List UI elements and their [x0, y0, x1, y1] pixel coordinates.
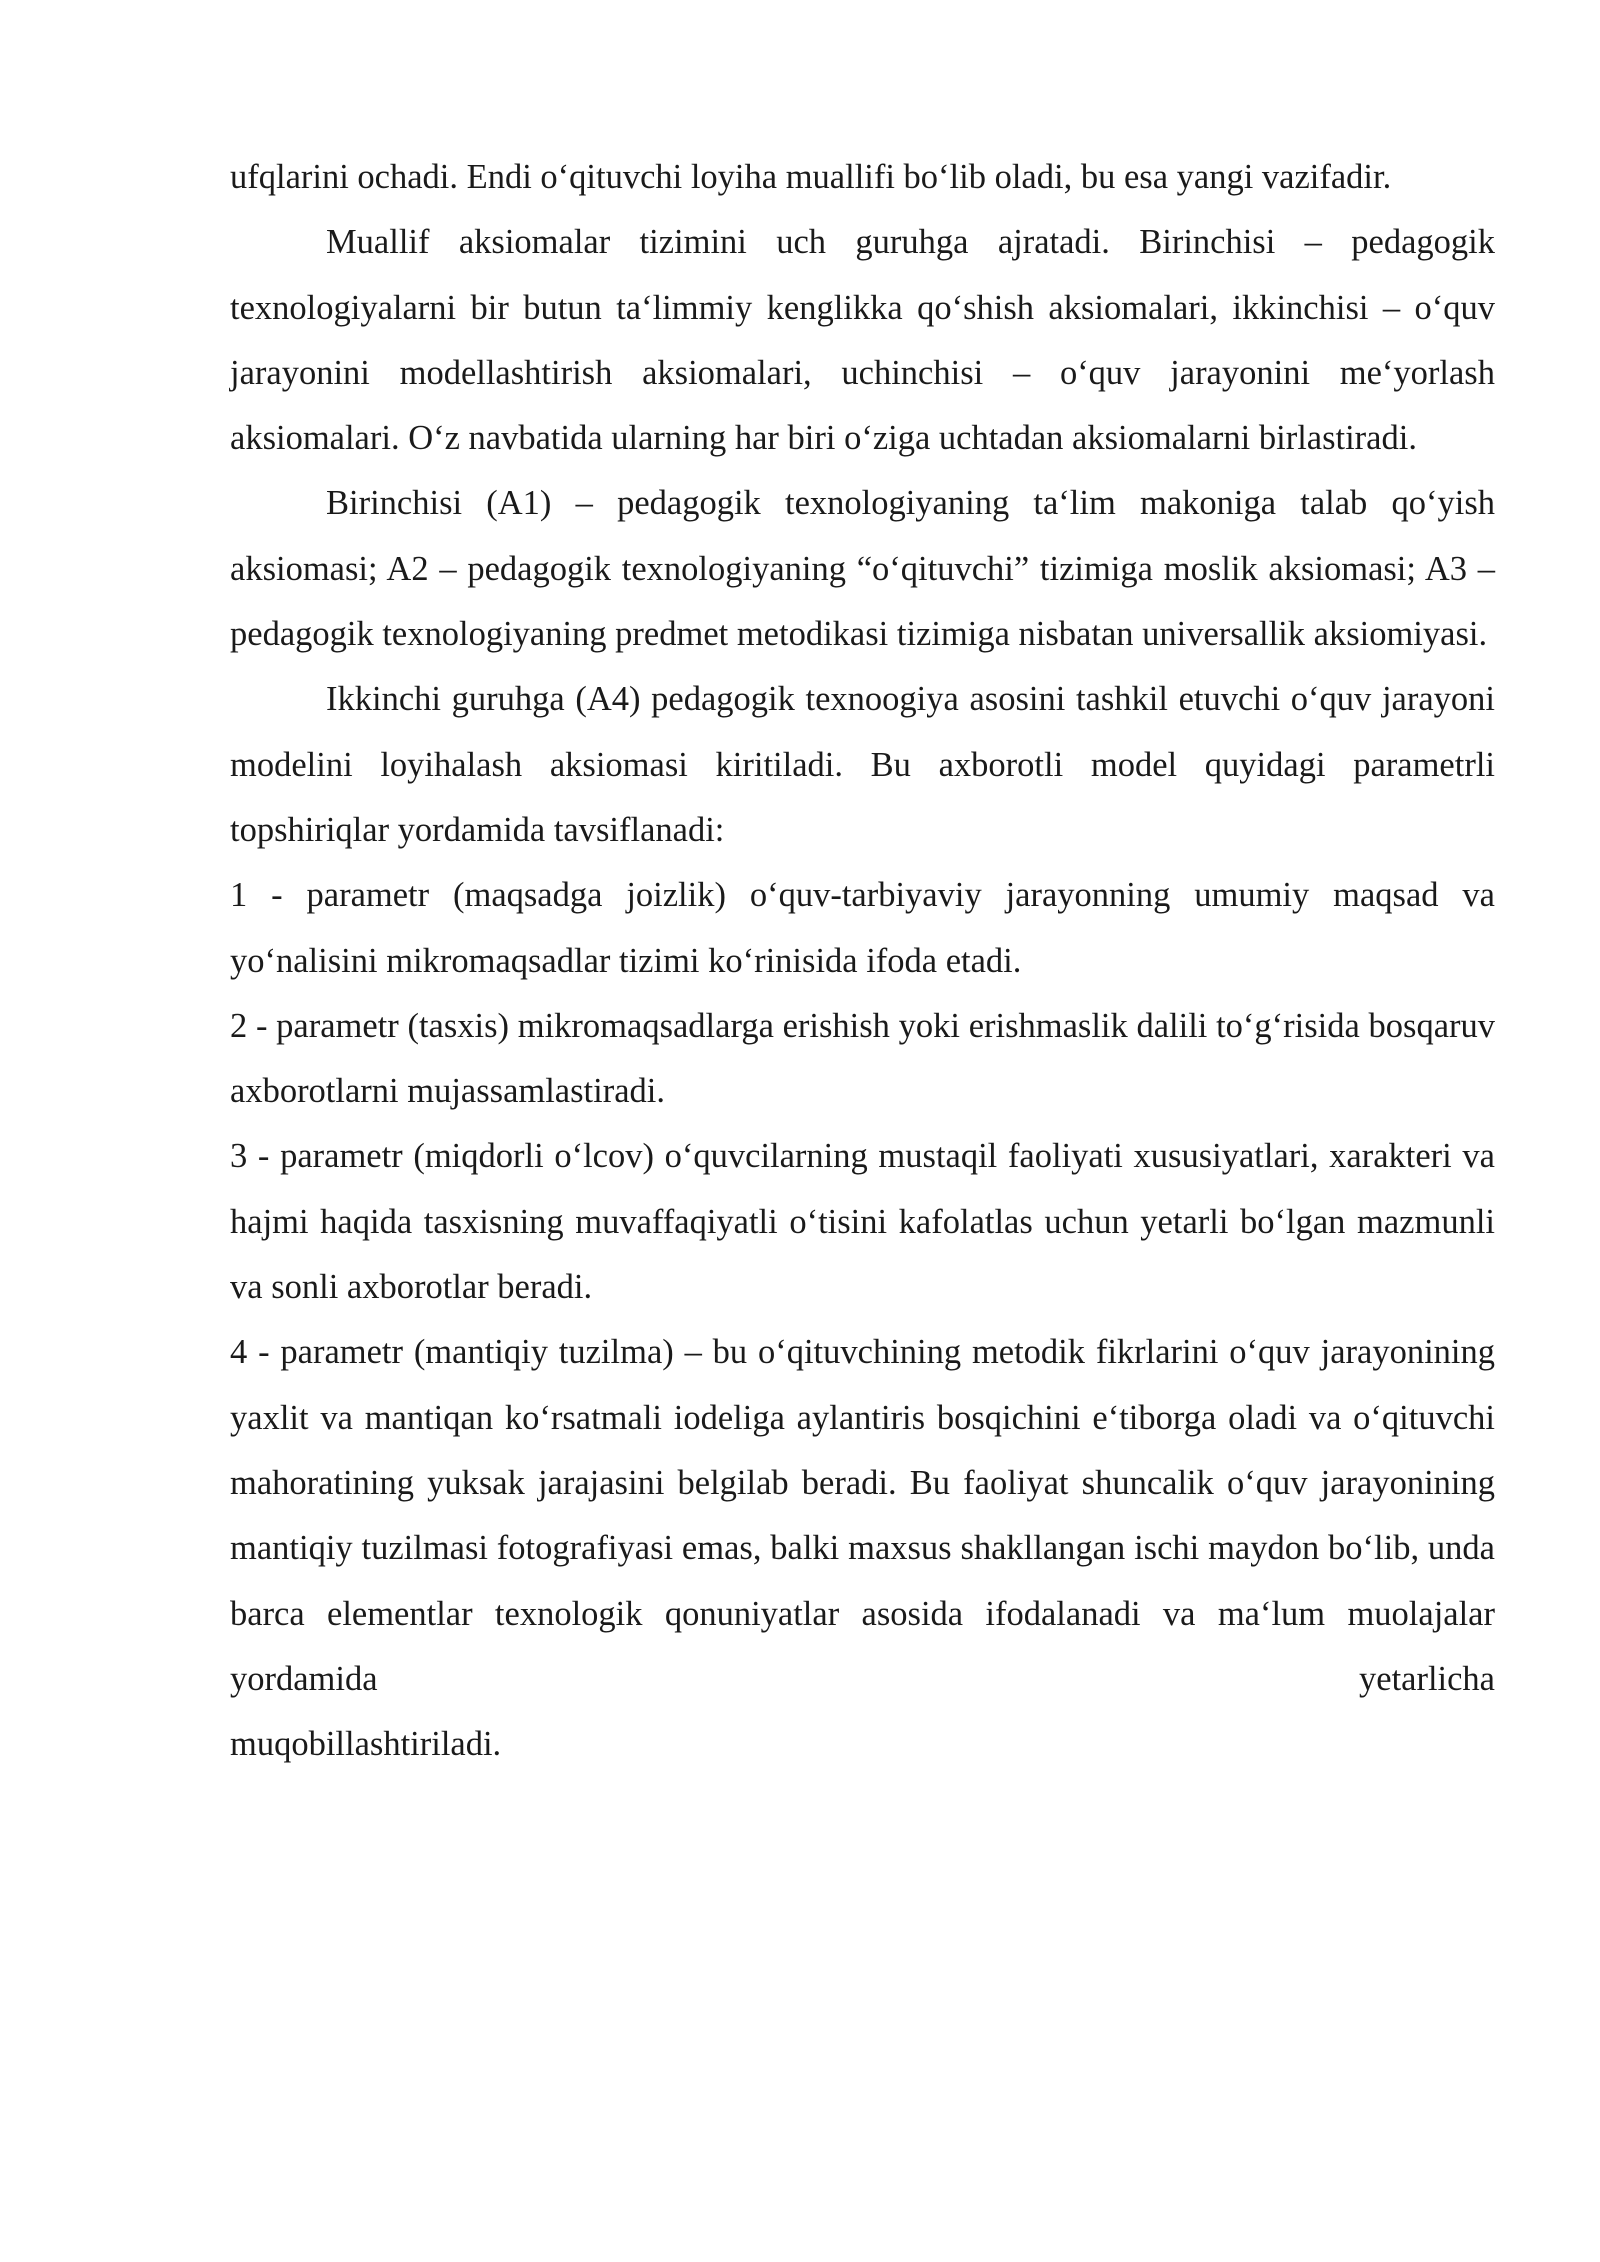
- paragraph-parameter-4: 4 - parametr (mantiqiy tuzilma) – bu o‘qituvchining metodik fikrlarini o‘quv jarayonining yaxlit va mantiqan ko‘rsatmali iodeliga aylantiris bosqichini e‘tiborga oladi va o‘qituvchi mahoratining yuksak jarajasini belgilab beradi. Bu faoliyat shuncalik o‘quv jarayonining mantiqiy tuzilmasi fotografiyasi emas, balki maxsus shakllangan ischi maydon bo‘lib, unda barca elementlar texnologik qonuniyatlar asosida ifodalanadi va ma‘lum muolajalar yordamida yetarlicha: [230, 1333, 1495, 1698]
- paragraph-first-group: Birinchisi (A1) – pedagogik texnologiyaning ta‘lim makoniga talab qo‘yish aksiomasi; A2 – pedagogik texnologiyaning “o‘qituvchi” tizimiga moslik aksiomasi; A3 – pedagogik texnologiyaning predmet metodikasi tizimiga nisbatan universallik aksiomiyasi.: [230, 484, 1495, 654]
- paragraph-parameter-4-end: muqobillashtiriladi.: [230, 1725, 502, 1764]
- document-body: [230, 145, 1495, 1777]
- paragraph-parameter-2: 2 - parametr (tasxis) mikromaqsadlarga erishish yoki erishmaslik dalili to‘g‘risida bosqaruv axborotlarni mujassamlastiradi.: [230, 1006, 1495, 1111]
- paragraph-parameter-3: 3 - parametr (miqdorli o‘lcov) o‘quvcilarning mustaqil faoliyati xususiyatlari, xarakteri va hajmi haqida tasxisning muvaffaqiyatli o‘tisini kafolatlas uchun yetarli bo‘lgan mazmunli va sonli axborotlar beradi.: [230, 1137, 1495, 1307]
- paragraph-axiom-groups: Muallif aksiomalar tizimini uch guruhga ajratadi. Birinchisi – pedagogik texnologiyalarni bir butun ta‘limmiy kenglikka qo‘shish aksiomalari, ikkinchisi – o‘quv jarayonini modellashtirish aksiomalari, uchinchisi – o‘quv jarayonini me‘yorlash aksiomalari. O‘z navbatida ularning har biri o‘ziga uchtadan aksiomalarni birlastiradi.: [230, 223, 1495, 458]
- paragraph-continuation: ufqlarini ochadi. Endi o‘qituvchi loyiha muallifi bo‘lib oladi, bu esa yangi vazifadir.: [230, 158, 1392, 196]
- paragraph-second-group: Ikkinchi guruhga (A4) pedagogik texnoogiya asosini tashkil etuvchi o‘quv jarayoni modelini loyihalash aksiomasi kiritiladi. Bu axborotli model quyidagi parametrli topshiriqlar yordamida tavsiflanadi:: [230, 680, 1495, 849]
- paragraph-parameter-1: 1 - parametr (maqsadga joizlik) o‘quv-tarbiyaviy jarayonning umumiy maqsad va yo‘nalisini mikromaqsadlar tizimi ko‘rinisida ifoda etadi.: [230, 876, 1495, 980]
